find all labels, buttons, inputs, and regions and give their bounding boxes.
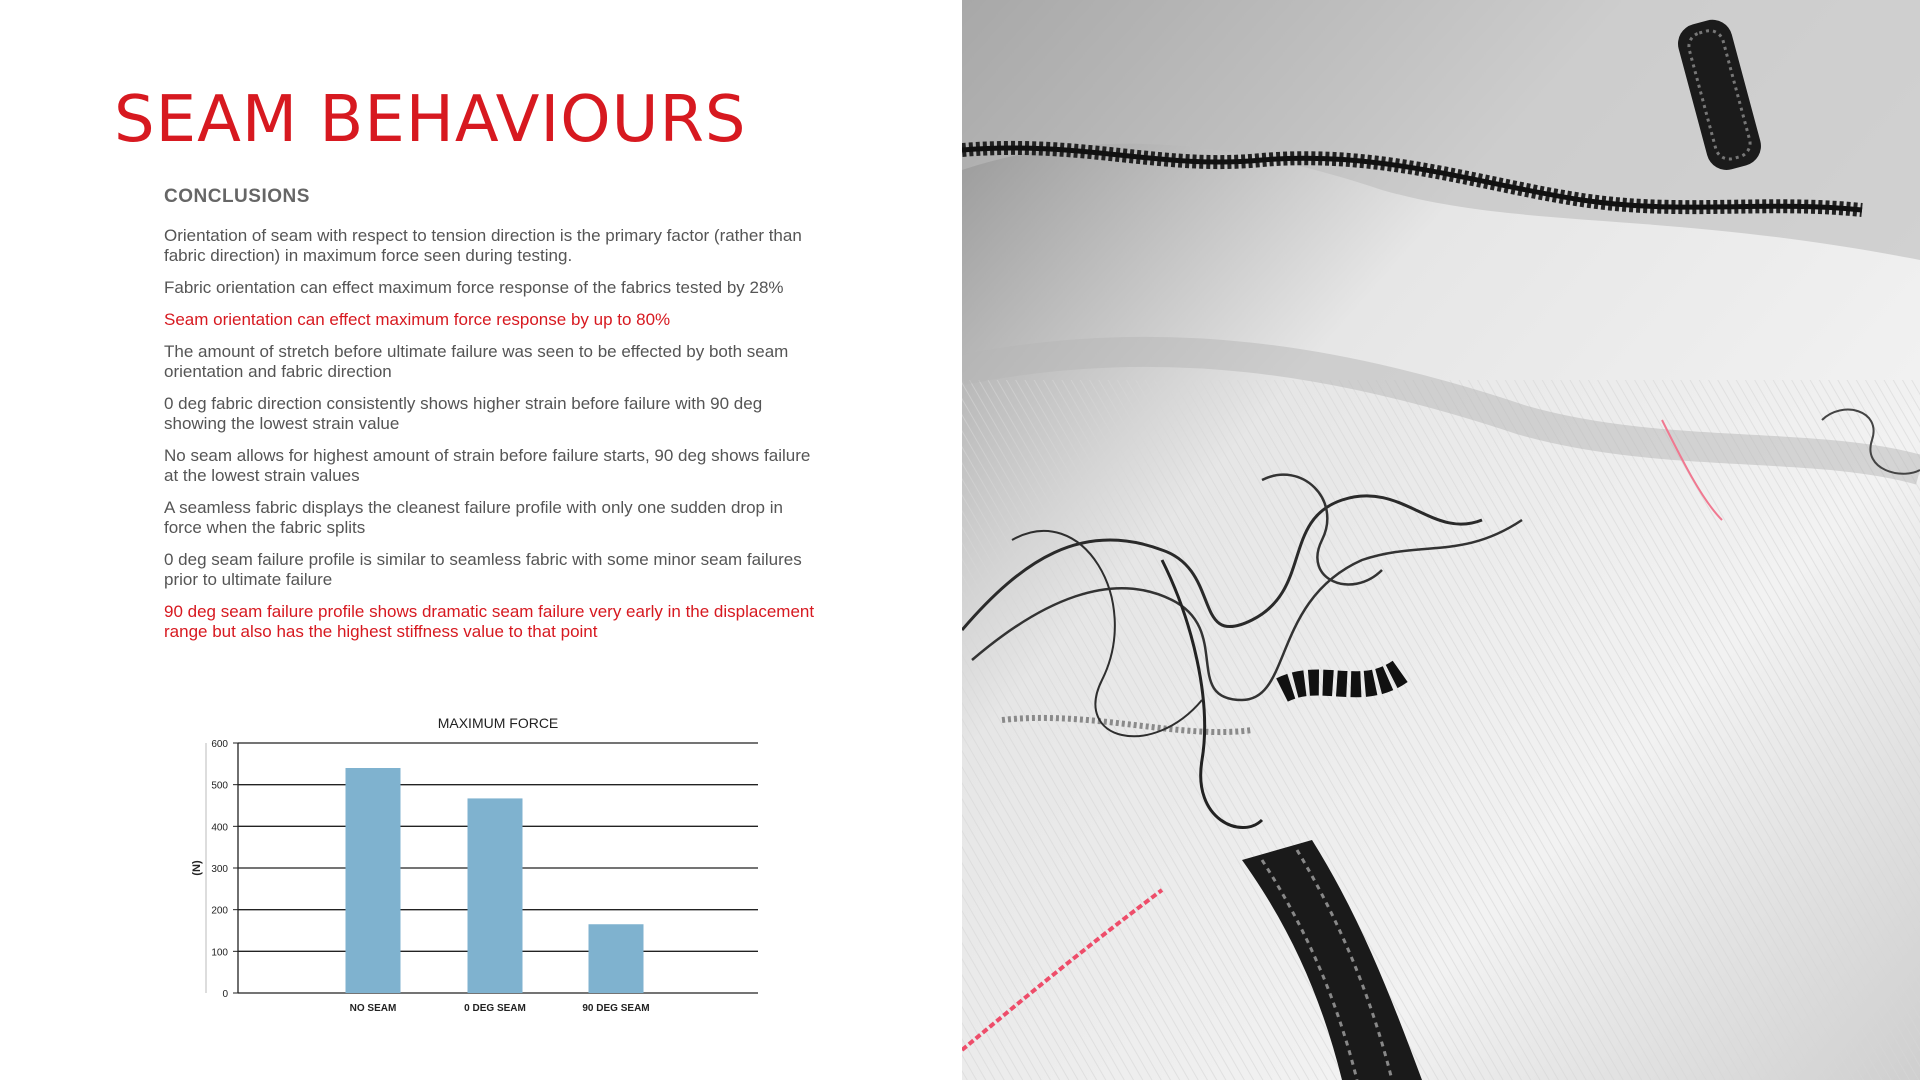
conclusion-item: 0 deg fabric direction consistently shows higher strain before failure with 90 deg showing the lowest strain value — [164, 394, 763, 433]
y-tick-label: 300 — [211, 864, 228, 875]
bar-90-deg-seam — [589, 924, 644, 993]
y-tick-label: 400 — [211, 822, 228, 834]
chart-title: MAXIMUM FORCE — [437, 715, 559, 731]
y-tick-label: 100 — [211, 947, 228, 959]
y-tick-label: 600 — [211, 739, 228, 750]
conclusion-item: No seam allows for highest amount of strain before failure starts, 90 deg shows failure at the lowest strain values — [164, 446, 811, 485]
x-tick-label: 90 DEG SEAM — [582, 1003, 650, 1014]
section-heading: CONCLUSIONS — [164, 186, 310, 207]
conclusion-item: 0 deg seam failure profile is similar to seamless fabric with some minor seam failures prior to ultimate failure — [164, 550, 802, 589]
conclusion-item: A seamless fabric displays the cleanest failure profile with only one sudden drop in force when the fabric splits — [164, 498, 783, 537]
y-tick-label: 0 — [222, 989, 228, 1000]
page-title: SEAM BEHAVIOURS — [114, 83, 747, 157]
conclusion-item: The amount of stretch before ultimate failure was seen to be effected by both seam orientation and fabric direction — [164, 342, 789, 381]
y-tick-label: 200 — [211, 905, 228, 917]
x-tick-label: 0 DEG SEAM — [464, 1003, 526, 1014]
conclusion-item: Orientation of seam with respect to tension direction is the primary factor (rather than fabric direction) in maximum force seen during testing. — [164, 226, 802, 265]
max-force-chart — [190, 708, 790, 1018]
conclusion-item: Fabric orientation can effect maximum force response of the fabrics tested by 28% — [164, 278, 784, 297]
chart-svg — [190, 708, 790, 1018]
conclusions-list — [164, 226, 824, 654]
y-axis-label: (N) — [191, 860, 203, 876]
bar-0-deg-seam — [468, 798, 523, 993]
fabric-photo-illustration — [962, 0, 1920, 1080]
y-tick-label: 500 — [211, 780, 228, 792]
bar-no-seam — [346, 768, 401, 993]
x-tick-label: NO SEAM — [349, 1003, 397, 1014]
seam-failure-photo — [962, 0, 1920, 1080]
conclusion-item: Seam orientation can effect maximum force response by up to 80% — [164, 310, 671, 329]
conclusion-item: 90 deg seam failure profile shows dramatic seam failure very early in the displacement range but also has the highest stiffness value to that point — [164, 602, 815, 641]
